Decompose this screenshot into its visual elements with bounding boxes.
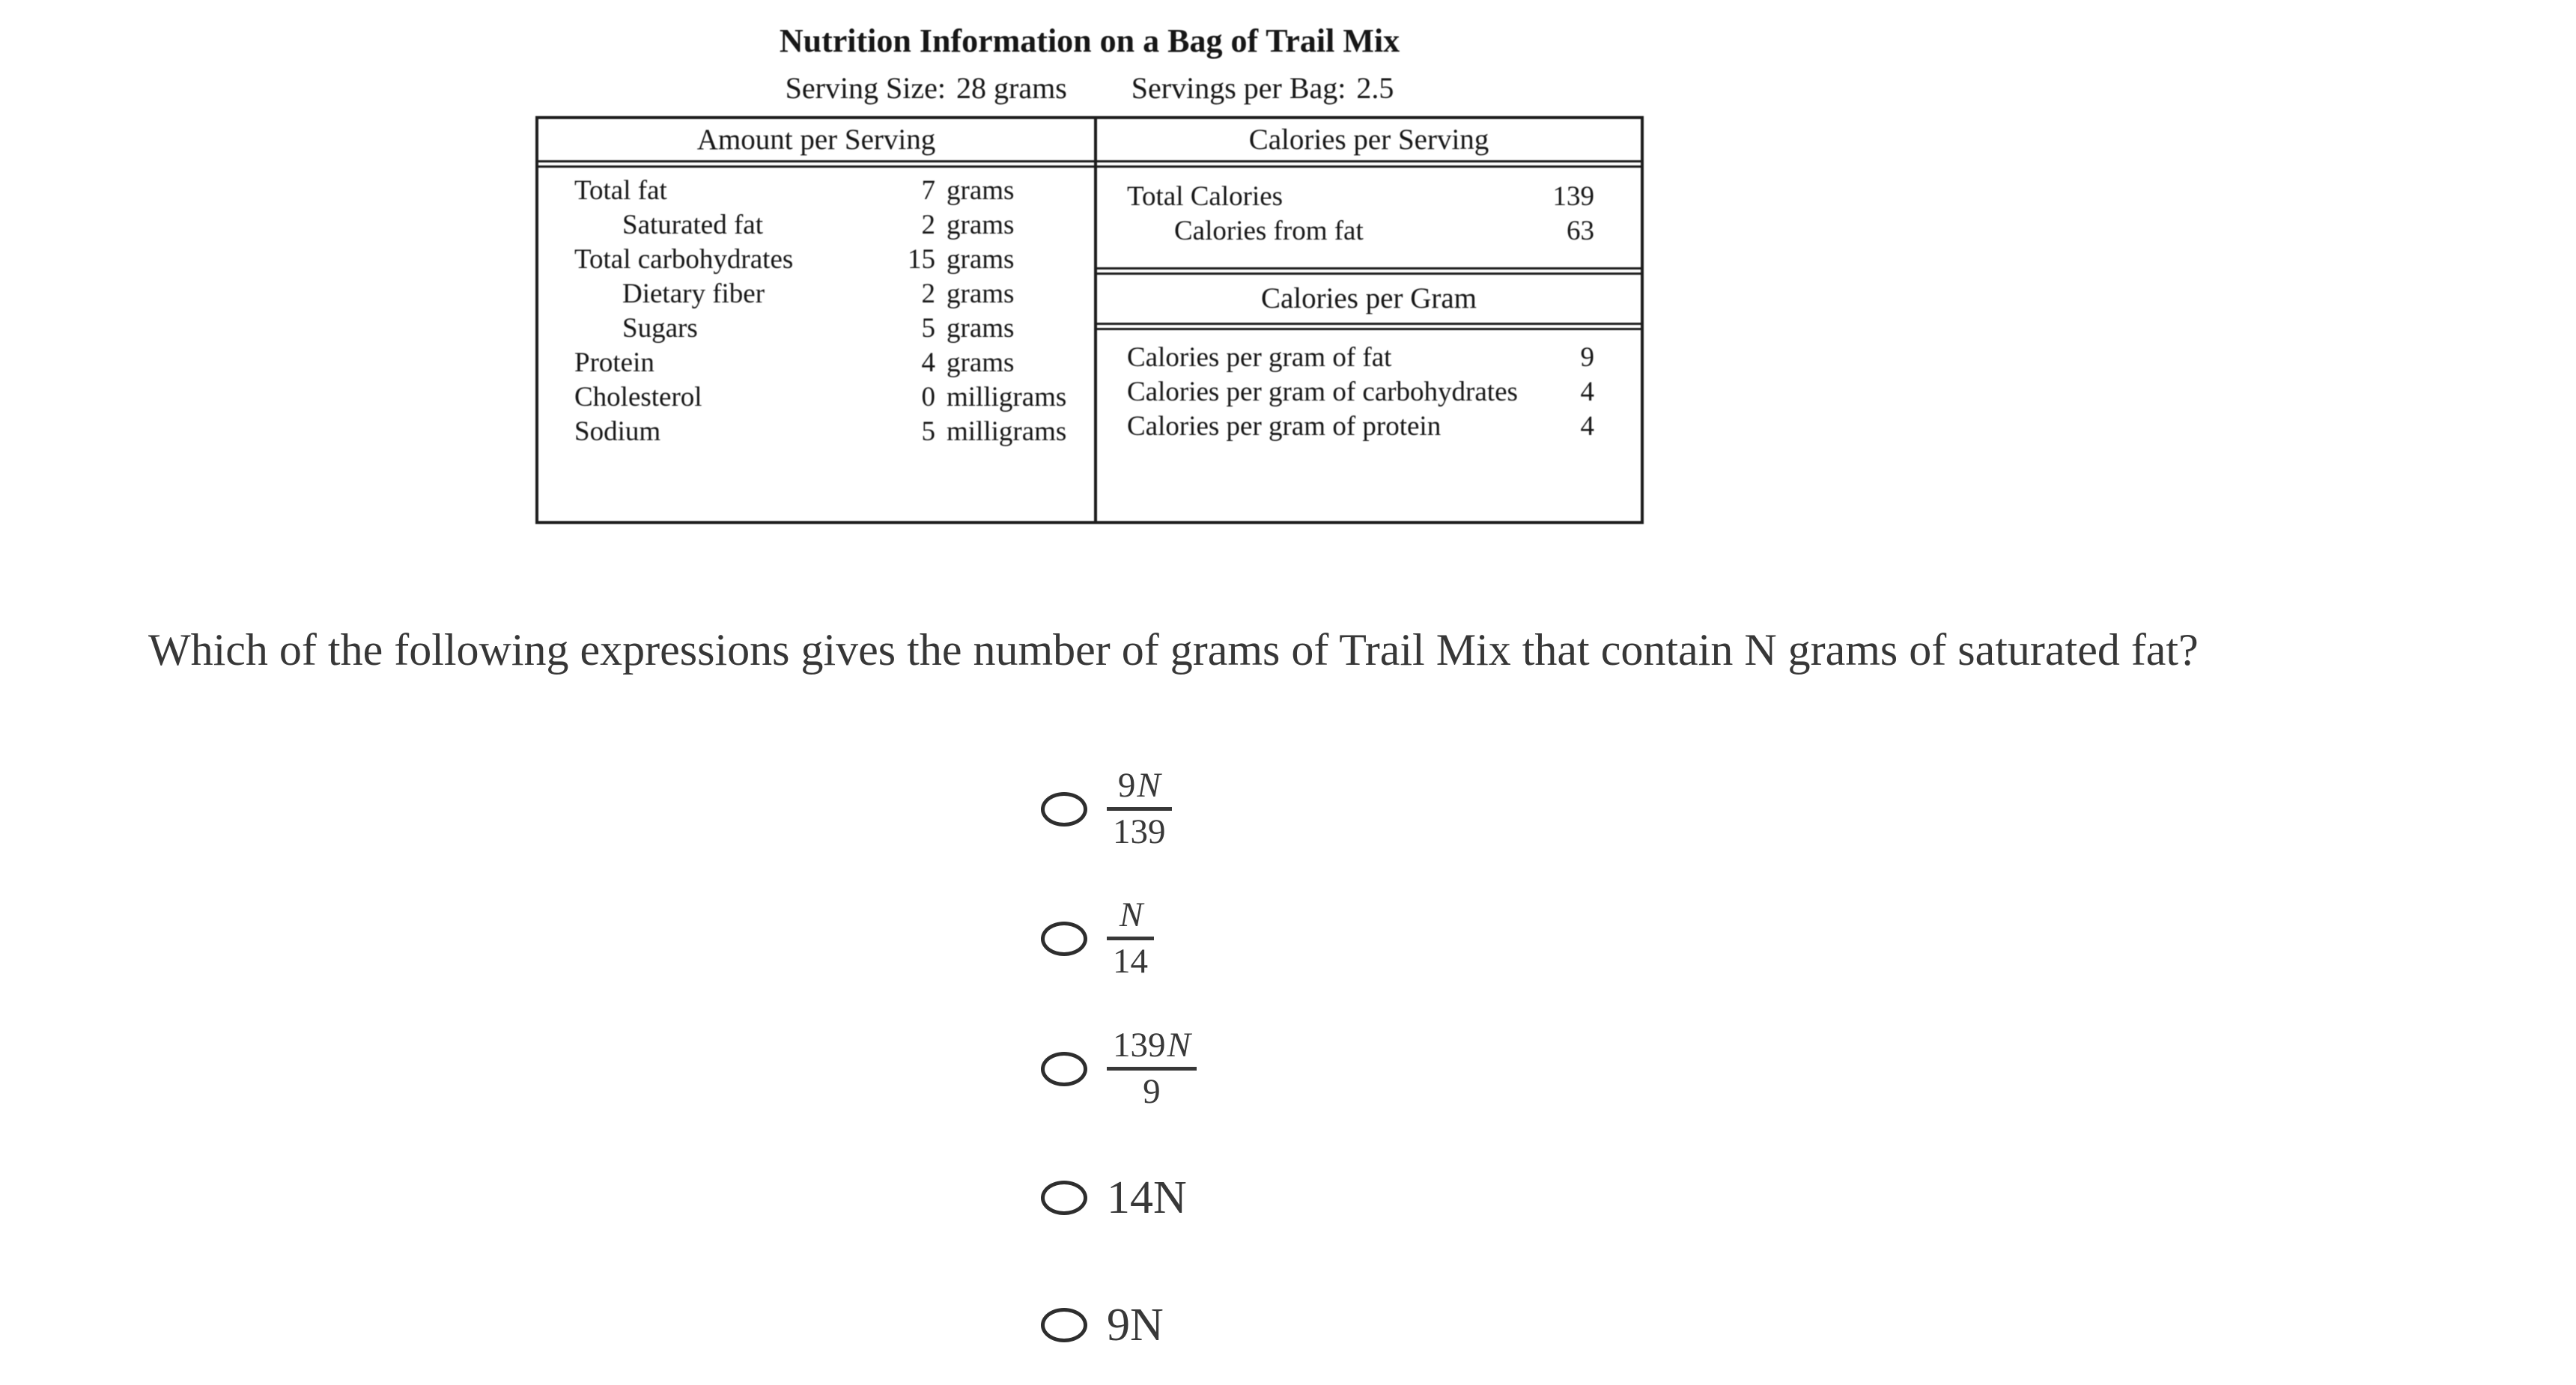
variable-n: N <box>1137 766 1161 805</box>
amount-row <box>538 208 1094 243</box>
calories-label: Calories per gram of fat <box>1127 342 1392 373</box>
option-expression-fraction <box>1107 767 1172 851</box>
amount-row <box>538 277 1094 311</box>
fraction-bar <box>1107 807 1172 811</box>
answer-option[interactable] <box>1041 1300 1164 1351</box>
calories-per-gram-row <box>1097 341 1641 375</box>
fraction-bar <box>1107 1067 1197 1071</box>
question-text: Which of the following expressions gives the number of grams of Trail Mix that contain N grams of saturated fat? <box>148 625 2199 675</box>
fraction-denominator: 14 <box>1113 942 1148 981</box>
amount-rows <box>538 168 1094 449</box>
calories-per-serving-rows <box>1097 168 1641 275</box>
nutrient-unit: grams <box>947 313 1015 344</box>
servings-per-bag <box>1131 71 1394 105</box>
nutrient-unit: grams <box>947 278 1015 309</box>
calories-panel <box>1094 119 1641 521</box>
answer-option[interactable] <box>1041 1172 1187 1223</box>
option-expression-fraction <box>1107 897 1154 981</box>
radio-button[interactable] <box>1041 1308 1087 1342</box>
nutrition-figure <box>0 0 2576 569</box>
calories-value: 63 <box>1567 216 1594 246</box>
nutrient-label: Protein <box>574 347 654 378</box>
nutrient-value: 2 <box>921 210 935 240</box>
radio-button[interactable] <box>1041 1052 1087 1086</box>
nutrient-label: Total carbohydrates <box>574 244 794 275</box>
option-expression: 14N <box>1107 1172 1187 1223</box>
variable-n: N <box>1167 1026 1191 1065</box>
servings-per-bag-label: Servings per Bag: <box>1131 71 1346 105</box>
radio-button[interactable] <box>1041 792 1087 827</box>
calories-per-gram-rows <box>1097 330 1641 444</box>
answer-option[interactable] <box>1041 767 1172 851</box>
nutrient-value: 2 <box>921 278 935 309</box>
amount-row <box>538 174 1094 208</box>
fraction-denominator: 9 <box>1143 1072 1161 1112</box>
nutrient-value: 0 <box>921 382 935 413</box>
nutrient-unit: grams <box>947 175 1015 206</box>
calories-per-serving-header: Calories per Serving <box>1097 119 1641 168</box>
nutrient-value: 4 <box>921 347 935 378</box>
option-expression-fraction <box>1107 1027 1197 1111</box>
fraction-numerator <box>1112 897 1149 934</box>
calories-value: 9 <box>1580 342 1594 373</box>
nutrition-table <box>535 116 1644 524</box>
calories-per-serving-row <box>1097 214 1641 249</box>
nutrient-label: Saturated fat <box>622 210 763 240</box>
calories-label: Calories per gram of protein <box>1127 411 1442 442</box>
amount-row <box>538 346 1094 380</box>
nutrient-value: 5 <box>921 313 935 344</box>
nutrient-unit: grams <box>947 347 1015 378</box>
amount-row <box>538 311 1094 346</box>
nutrient-value: 7 <box>921 175 935 206</box>
nutrient-unit: milligrams <box>947 416 1067 447</box>
amount-per-serving-panel <box>538 119 1094 521</box>
calories-per-gram-row <box>1097 375 1641 410</box>
calories-label: Calories per gram of carbohydrates <box>1127 377 1518 407</box>
answer-option[interactable] <box>1041 1027 1197 1111</box>
fraction-numerator: 139N <box>1113 1026 1191 1065</box>
option-expression: 9N <box>1107 1300 1164 1351</box>
nutrient-label: Cholesterol <box>574 382 702 413</box>
answer-option[interactable] <box>1041 897 1154 981</box>
servings-per-bag-value: 2.5 <box>1356 71 1394 105</box>
calories-per-gram-header: Calories per Gram <box>1097 275 1641 330</box>
amount-row <box>538 243 1094 277</box>
serving-size <box>786 71 1067 105</box>
amount-row <box>538 415 1094 449</box>
calories-per-gram-row <box>1097 410 1641 444</box>
amount-per-serving-header: Amount per Serving <box>538 119 1094 168</box>
calories-label: Total Calories <box>1127 181 1284 212</box>
fraction-bar <box>1107 937 1154 940</box>
nutrient-unit: grams <box>947 210 1015 240</box>
nutrient-label: Dietary fiber <box>622 278 765 309</box>
calories-value: 139 <box>1552 181 1594 212</box>
nutrient-value: 5 <box>921 416 935 447</box>
radio-button[interactable] <box>1041 1181 1087 1215</box>
nutrient-label: Sodium <box>574 416 661 447</box>
nutrient-unit: milligrams <box>947 382 1067 413</box>
serving-size-label: Serving Size: <box>785 71 947 105</box>
variable-n: N <box>1119 895 1143 934</box>
figure-title: Nutrition Information on a Bag of Trail Mix <box>779 22 1400 59</box>
nutrient-unit: grams <box>947 244 1015 275</box>
fraction-numerator: 9N <box>1117 766 1161 805</box>
calories-value: 4 <box>1580 377 1594 407</box>
fraction-denominator: 139 <box>1113 812 1166 852</box>
radio-button[interactable] <box>1041 922 1087 956</box>
calories-value: 4 <box>1580 411 1594 442</box>
calories-per-serving-row <box>1097 180 1641 214</box>
nutrient-label: Sugars <box>622 313 698 344</box>
nutrient-label: Total fat <box>574 175 667 206</box>
calories-label: Calories from fat <box>1174 216 1364 246</box>
serving-size-value: 28 grams <box>956 71 1067 105</box>
amount-row <box>538 380 1094 415</box>
serving-line <box>535 72 1644 105</box>
nutrient-value: 15 <box>908 244 935 275</box>
